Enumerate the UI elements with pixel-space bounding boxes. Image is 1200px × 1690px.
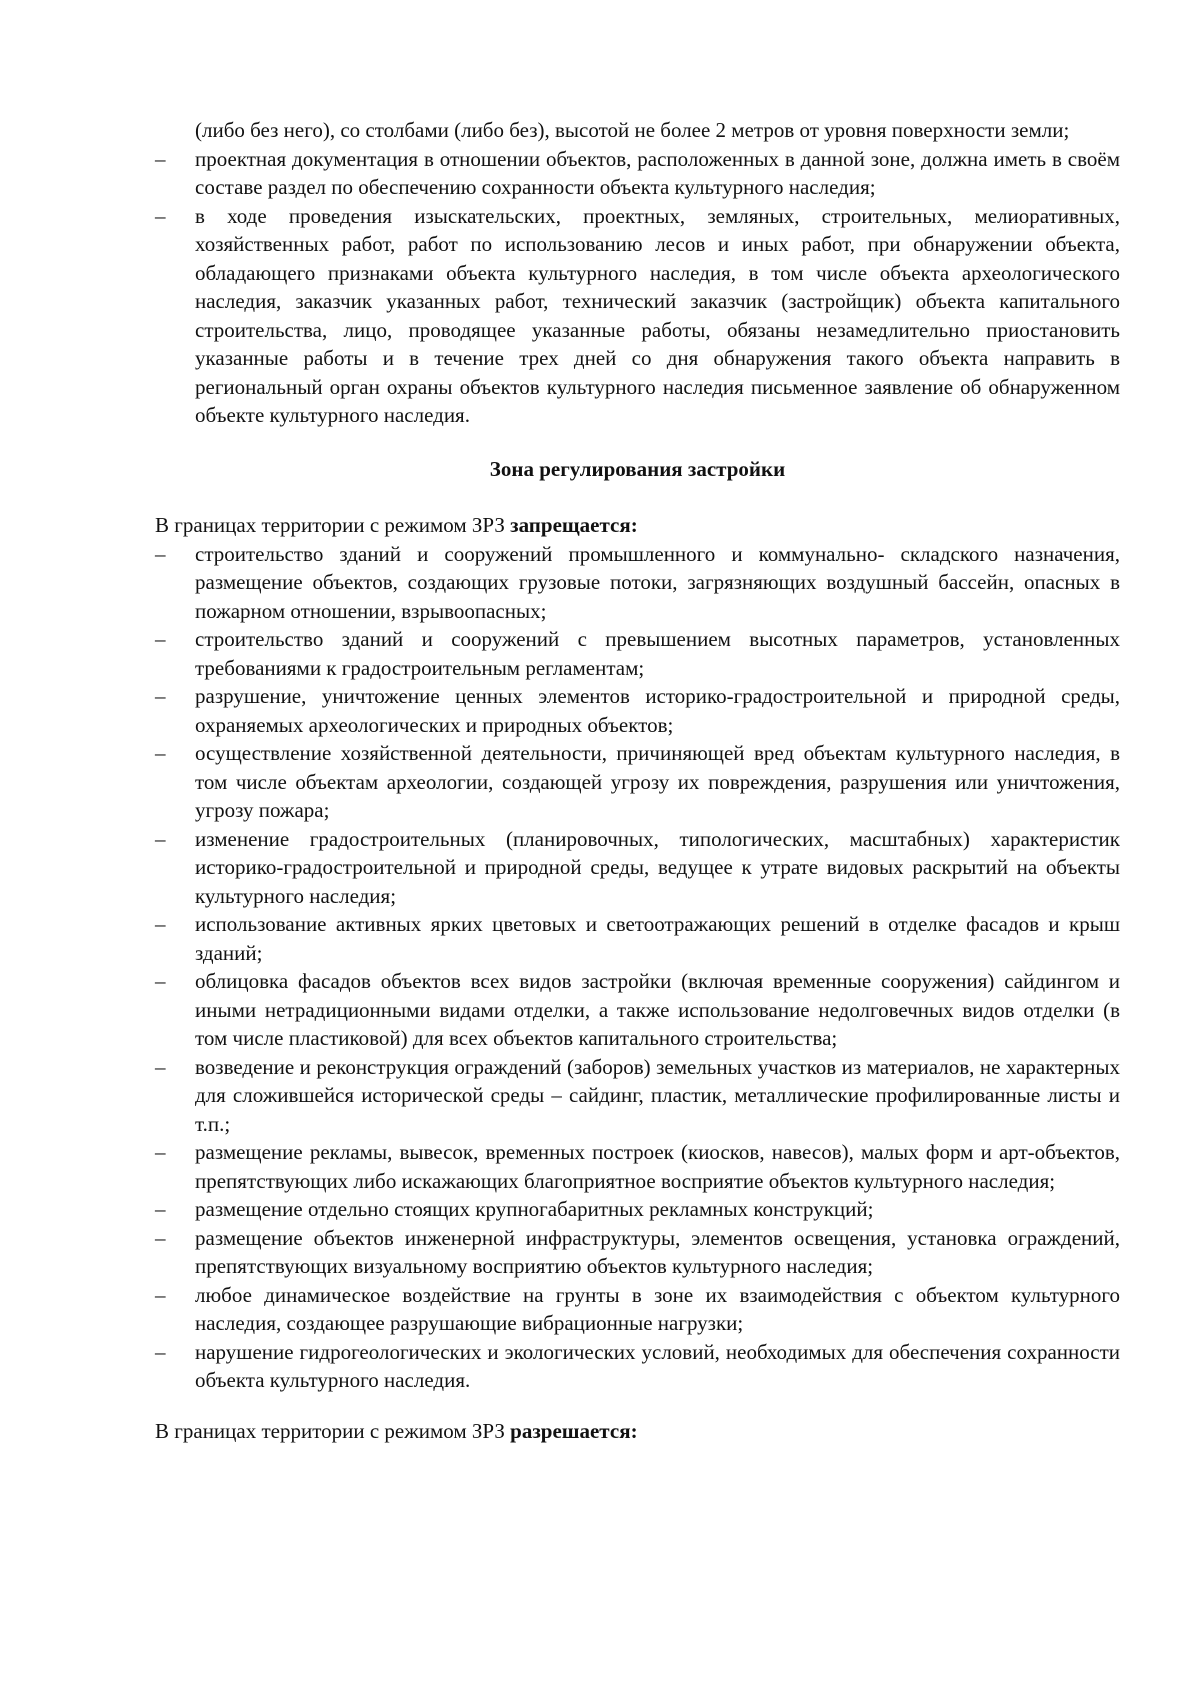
list-item-text: размещение рекламы, вывесок, временных построек (киосков, навесов), малых форм и арт-объектов, препятствующих либо искажающих благоприятное восприятие объектов культурного наследия;	[195, 1140, 1120, 1193]
list-item	[155, 910, 1120, 967]
prohibited-intro	[155, 511, 1120, 540]
list-item-text: строительство зданий и сооружений промышленного и коммунально- складского назначения, размещение объектов, создающих грузовые потоки, загрязняющих воздушный бассейн, опасных в пожарном отношении, взрывоопасных;	[195, 541, 1120, 623]
permitted-intro	[155, 1417, 1120, 1446]
list-item-text: нарушение гидрогеологических и экологических условий, необходимых для обеспечения сохранности объекта культурного наследия.	[195, 1339, 1120, 1392]
list-item-text: осуществление хозяйственной деятельности, причиняющей вред объектам культурного наследия, в том числе объектам археологии, создающей угрозу их повреждения, разрушения или уничтожения, угрозу пожара;	[195, 741, 1120, 822]
list-item-text: возведение и реконструкция ограждений (заборов) земельных участков из материалов, не характерных для сложившейся исторической среды – сайдинг, пластик, металлические профилированные листы и т.п.;	[195, 1054, 1120, 1136]
list-item	[155, 1053, 1120, 1139]
dash-bullet: –	[155, 1054, 166, 1079]
dash-bullet: –	[155, 684, 166, 708]
list-item-text: любое динамическое воздействие на грунты в зоне их взаимодействия с объектом культурного наследия, создающее разрушающие вибрационные нагрузки;	[195, 1282, 1120, 1335]
list-item-text: облицовка фасадов объектов всех видов застройки (включая временные сооружения) сайдингом и иными нетрадиционными видами отделки, а также использование недолговечных видов отделки (в том числе пластиковой) для всех объектов капитального строительства;	[195, 969, 1120, 1050]
list-item	[155, 1281, 1120, 1338]
list-item-text: в ходе проведения изыскательских, проектных, земляных, строительных, мелиоративных, хозяйственных работ, работ по использованию лесов и иных работ, при обнаружении объекта, обладающего признаками объекта культурного наследия, в том числе объекта археологического наследия, заказчик указанных работ, технический заказчик (застройщик) объекта капитального строительства, лицо, проводящее указанные работы, обязаны незамедлительно приостановить указанные работы и в течение трех дней со дня обнаружения такого объекта направить в региональный орган охраны объектов культурного наследия письменное заявление об обнаруженном объекте культурного наследия.	[195, 203, 1120, 427]
list-item-text: проектная документация в отношении объектов, расположенных в данной зоне, должна иметь в своём составе раздел по обеспечению сохранности объекта культурного наследия;	[195, 146, 1120, 199]
dash-bullet: –	[155, 912, 166, 936]
dash-bullet: –	[155, 203, 166, 228]
dash-bullet: –	[155, 969, 166, 993]
continued-paragraph: (либо без него), со столбами (либо без), высотой не более 2 метров от уровня поверхности земли;	[195, 118, 1070, 142]
dash-bullet: –	[155, 826, 166, 851]
list-item-text: строительство зданий и сооружений с превышением высотных параметров, установленных требованиями к градостроительным регламентам;	[195, 627, 1120, 680]
dash-bullet: –	[155, 146, 166, 171]
dash-bullet: –	[155, 1282, 166, 1307]
dash-bullet: –	[155, 1197, 166, 1221]
list-item	[155, 825, 1120, 911]
list-item	[155, 1195, 1120, 1224]
list-item	[155, 625, 1120, 682]
list-item	[155, 540, 1120, 626]
document-body	[155, 116, 1120, 1445]
intro-bold: запрещается:	[510, 513, 638, 537]
list-item-text: размещение объектов инженерной инфраструктуры, элементов освещения, установка ограждений, препятствующих визуальному восприятию объектов культурного наследия;	[195, 1225, 1120, 1278]
dash-bullet: –	[155, 1140, 166, 1164]
section-heading: Зона регулирования застройки	[489, 456, 786, 481]
intro-text: В границах территории с режимом ЗРЗ	[155, 1418, 511, 1443]
list-item	[155, 682, 1120, 739]
list-item	[155, 739, 1120, 825]
section1-list	[155, 145, 1120, 430]
list-item	[155, 1138, 1120, 1195]
dash-bullet: –	[155, 1225, 166, 1250]
list-item	[155, 967, 1120, 1053]
list-item-text: изменение градостроительных (планировочных, типологических, масштабных) характеристик историко-градостроительной и природной среды, ведущее к утрате видовых раскрытий на объекты культурного наследия;	[195, 826, 1120, 908]
list-item	[155, 1224, 1120, 1281]
dash-bullet: –	[155, 541, 166, 566]
dash-bullet: –	[155, 1339, 166, 1364]
dash-bullet: –	[155, 741, 166, 765]
list-item-text: размещение отдельно стоящих крупногабаритных рекламных конструкций;	[195, 1197, 874, 1221]
list-item-text: использование активных ярких цветовых и светоотражающих решений в отделке фасадов и крыш зданий;	[195, 912, 1120, 965]
list-item	[155, 145, 1120, 202]
list-item	[155, 1338, 1120, 1395]
list-item-text: разрушение, уничтожение ценных элементов историко-градостроительной и природной среды, охраняемых археологических и природных объектов;	[195, 684, 1120, 737]
list-item	[155, 202, 1120, 430]
prohibited-list	[155, 540, 1120, 1395]
intro-text: В границах территории с режимом ЗРЗ	[155, 513, 511, 537]
intro-bold: разрешается:	[510, 1418, 638, 1443]
dash-bullet: –	[155, 627, 166, 651]
